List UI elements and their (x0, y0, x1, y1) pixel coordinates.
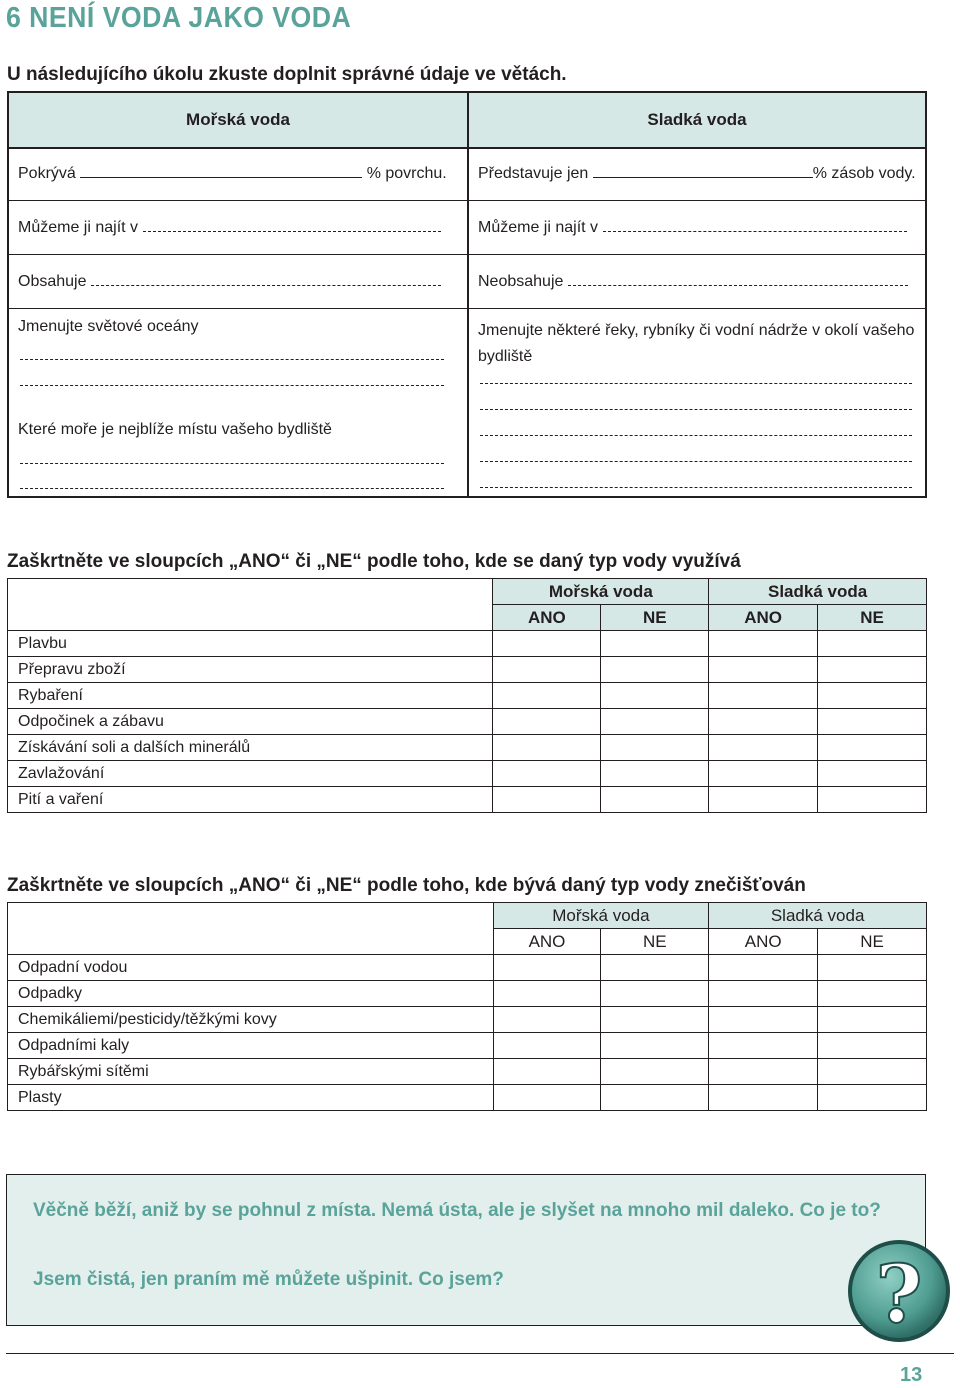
usage-sea-yes: ANO (493, 605, 601, 631)
task2-instruction: Zaškrtněte ve sloupcích „ANO“ či „NE“ podle toho, kde se daný typ vody využívá (7, 551, 741, 572)
represents-blank[interactable] (593, 177, 813, 178)
represents-label: Představuje jen (478, 165, 589, 182)
pollution-checkbox-sea-yes[interactable] (493, 1085, 601, 1111)
fresh-find-label: Můžeme ji najít v (478, 219, 599, 236)
seas-label: Které moře je nejblíže místu vašeho bydliště (18, 421, 332, 438)
sea-find-label: Můžeme ji najít v (18, 219, 139, 236)
usage-sea-no: NE (601, 605, 709, 631)
pollution-row-label: Odpadními kaly (8, 1033, 494, 1059)
usage-row-label: Přepravu zboží (8, 657, 493, 683)
represents-row (478, 165, 916, 183)
pollution-row-label: Rybářskými sítěmi (8, 1059, 494, 1085)
covers-suffix: % povrchu. (366, 165, 447, 182)
rivers-line-2[interactable] (480, 409, 912, 410)
usage-row-label: Pití a vaření (8, 787, 493, 813)
pollution-checkbox-fresh-yes[interactable] (709, 1007, 818, 1033)
pollution-checkbox-sea-yes[interactable] (493, 981, 601, 1007)
riddle-two: Jsem čistá, jen praním mě můžete ušpinit. Co jsem? (33, 1269, 504, 1290)
usage-row-label: Zavlažování (8, 761, 493, 787)
pollution-row (8, 1085, 927, 1111)
bottom-rule (6, 1353, 954, 1354)
head-fresh-water: Sladká voda (469, 93, 925, 149)
pollution-checkbox-fresh-yes[interactable] (709, 1033, 818, 1059)
usage-checkbox-sea-no[interactable] (601, 735, 709, 761)
task3-instruction: Zaškrtněte ve sloupcích „ANO“ či „NE“ podle toho, kde bývá daný typ vody znečišťován (7, 875, 806, 896)
usage-checkbox-sea-yes[interactable] (493, 657, 601, 683)
pollution-checkbox-fresh-yes[interactable] (709, 1059, 818, 1085)
pollution-checkbox-fresh-no[interactable] (818, 1059, 927, 1085)
pollution-sea-no: NE (601, 929, 709, 955)
sea-find-blank[interactable] (143, 231, 441, 232)
pollution-sea-yes: ANO (493, 929, 601, 955)
usage-checkbox-sea-yes[interactable] (493, 709, 601, 735)
rivers-label: Jmenujte některé řeky, rybníky či vodní nádrže v okolí vašeho bydliště (478, 322, 915, 365)
usage-row (8, 709, 927, 735)
usage-checkbox-sea-no[interactable] (601, 761, 709, 787)
usage-checkbox-sea-yes[interactable] (493, 735, 601, 761)
usage-row (8, 787, 927, 813)
usage-checkbox-fresh-no[interactable] (818, 683, 927, 709)
usage-checkbox-fresh-no[interactable] (818, 657, 927, 683)
pollution-checkbox-sea-no[interactable] (601, 1059, 709, 1085)
not-contains-blank[interactable] (568, 285, 908, 286)
usage-row (8, 761, 927, 787)
not-contains-row (478, 273, 908, 291)
fresh-find-row (478, 219, 907, 237)
pollution-row (8, 955, 927, 981)
pollution-row (8, 1059, 927, 1085)
usage-checkbox-sea-yes[interactable] (493, 761, 601, 787)
usage-checkbox-sea-no[interactable] (601, 631, 709, 657)
usage-checkbox-fresh-yes[interactable] (709, 683, 818, 709)
rivers-line-4[interactable] (480, 461, 912, 462)
seas-line-1[interactable] (20, 463, 444, 464)
pollution-row (8, 1007, 927, 1033)
pollution-checkbox-fresh-yes[interactable] (709, 955, 818, 981)
pollution-row-label: Plasty (8, 1085, 494, 1111)
rivers-line-1[interactable] (480, 383, 912, 384)
pollution-row-label: Odpadky (8, 981, 494, 1007)
pollution-checkbox-fresh-yes[interactable] (709, 1085, 818, 1111)
usage-checkbox-sea-yes[interactable] (493, 683, 601, 709)
oceans-label: Jmenujte světové oceány (18, 318, 199, 335)
pollution-row (8, 1033, 927, 1059)
page-number: 13 (900, 1364, 923, 1386)
pollution-checkbox-sea-yes[interactable] (493, 1033, 601, 1059)
represents-suffix: % zásob vody. (812, 165, 916, 182)
covers-label: Pokrývá (18, 165, 76, 182)
pollution-checkbox-fresh-no[interactable] (818, 1085, 927, 1111)
usage-row-label: Získávání soli a dalších minerálů (8, 735, 493, 761)
usage-row (8, 631, 927, 657)
pollution-checkbox-sea-no[interactable] (601, 1033, 709, 1059)
usage-row (8, 657, 927, 683)
usage-row-label: Plavbu (8, 631, 493, 657)
pollution-fresh-no: NE (818, 929, 927, 955)
pollution-checkbox-sea-yes[interactable] (493, 1059, 601, 1085)
head-sea-water: Mořská voda (9, 93, 467, 149)
usage-checkbox-sea-yes[interactable] (493, 631, 601, 657)
contains-row (18, 273, 441, 291)
usage-row-label: Rybaření (8, 683, 493, 709)
pollution-fresh-yes: ANO (709, 929, 818, 955)
pollution-checkbox-fresh-yes[interactable] (709, 981, 818, 1007)
not-contains-label: Neobsahuje (478, 273, 564, 290)
pollution-checkbox-sea-yes[interactable] (493, 1007, 601, 1033)
usage-group-fresh: Sladká voda (709, 579, 927, 605)
pollution-checkbox-fresh-no[interactable] (818, 981, 927, 1007)
contains-label: Obsahuje (18, 273, 87, 290)
pollution-group-sea: Mořská voda (493, 903, 709, 929)
usage-checkbox-fresh-yes[interactable] (709, 787, 818, 813)
usage-checkbox-sea-no[interactable] (601, 787, 709, 813)
oceans-line-2[interactable] (20, 385, 444, 386)
page-title: 6 NENÍ VODA JAKO VODA (6, 2, 352, 34)
rivers-line-3[interactable] (480, 435, 912, 436)
sea-find-row (18, 219, 441, 237)
pollution-checkbox-sea-no[interactable] (601, 1007, 709, 1033)
usage-row-label: Odpočinek a zábavu (8, 709, 493, 735)
riddle-box (6, 1174, 926, 1326)
usage-row (8, 735, 927, 761)
fresh-find-blank[interactable] (603, 231, 907, 232)
pollution-group-fresh: Sladká voda (709, 903, 927, 929)
task1-instruction: U následujícího úkolu zkuste doplnit správné údaje ve větách. (7, 64, 567, 85)
usage-checkbox-fresh-no[interactable] (818, 761, 927, 787)
covers-blank[interactable] (80, 177, 362, 178)
svg-text:?: ? (875, 1247, 923, 1341)
usage-checkbox-fresh-no[interactable] (818, 787, 927, 813)
usage-fresh-no: NE (818, 605, 927, 631)
usage-checkbox-fresh-yes[interactable] (709, 761, 818, 787)
pollution-checkbox-sea-no[interactable] (601, 981, 709, 1007)
pollution-checkbox-fresh-no[interactable] (818, 1007, 927, 1033)
pollution-checkbox-sea-no[interactable] (601, 955, 709, 981)
pollution-checkbox-fresh-no[interactable] (818, 955, 927, 981)
usage-checkbox-fresh-yes[interactable] (709, 735, 818, 761)
usage-checkbox-sea-yes[interactable] (493, 787, 601, 813)
usage-checkbox-sea-no[interactable] (601, 683, 709, 709)
pollution-row (8, 981, 927, 1007)
usage-checkbox-fresh-yes[interactable] (709, 709, 818, 735)
usage-checkbox-fresh-no[interactable] (818, 631, 927, 657)
covers-row (18, 165, 447, 183)
usage-checkbox-fresh-yes[interactable] (709, 631, 818, 657)
riddle-one: Věčně běží, aniž by se pohnul z místa. Nemá ústa, ale je slyšet na mnoho mil daleko. Co je to? (33, 1200, 881, 1221)
pollution-table (7, 902, 927, 1111)
seas-line-2[interactable] (20, 488, 444, 489)
contains-blank[interactable] (91, 285, 441, 286)
usage-checkbox-sea-no[interactable] (601, 709, 709, 735)
usage-checkbox-fresh-no[interactable] (818, 735, 927, 761)
pollution-checkbox-fresh-no[interactable] (818, 1033, 927, 1059)
usage-row (8, 683, 927, 709)
usage-checkbox-fresh-no[interactable] (818, 709, 927, 735)
usage-table (7, 578, 927, 813)
pollution-checkbox-sea-yes[interactable] (493, 955, 601, 981)
pollution-row-label: Chemikáliemi/pesticidy/těžkými kovy (8, 1007, 494, 1033)
question-mark-icon (846, 1238, 952, 1344)
usage-group-sea: Mořská voda (493, 579, 709, 605)
pollution-checkbox-sea-no[interactable] (601, 1085, 709, 1111)
usage-checkbox-fresh-yes[interactable] (709, 657, 818, 683)
rivers-line-5[interactable] (480, 487, 912, 488)
pollution-row-label: Odpadní vodou (8, 955, 494, 981)
usage-checkbox-sea-no[interactable] (601, 657, 709, 683)
usage-fresh-yes: ANO (709, 605, 818, 631)
oceans-line-1[interactable] (20, 359, 444, 360)
fill-in-table (7, 91, 927, 498)
